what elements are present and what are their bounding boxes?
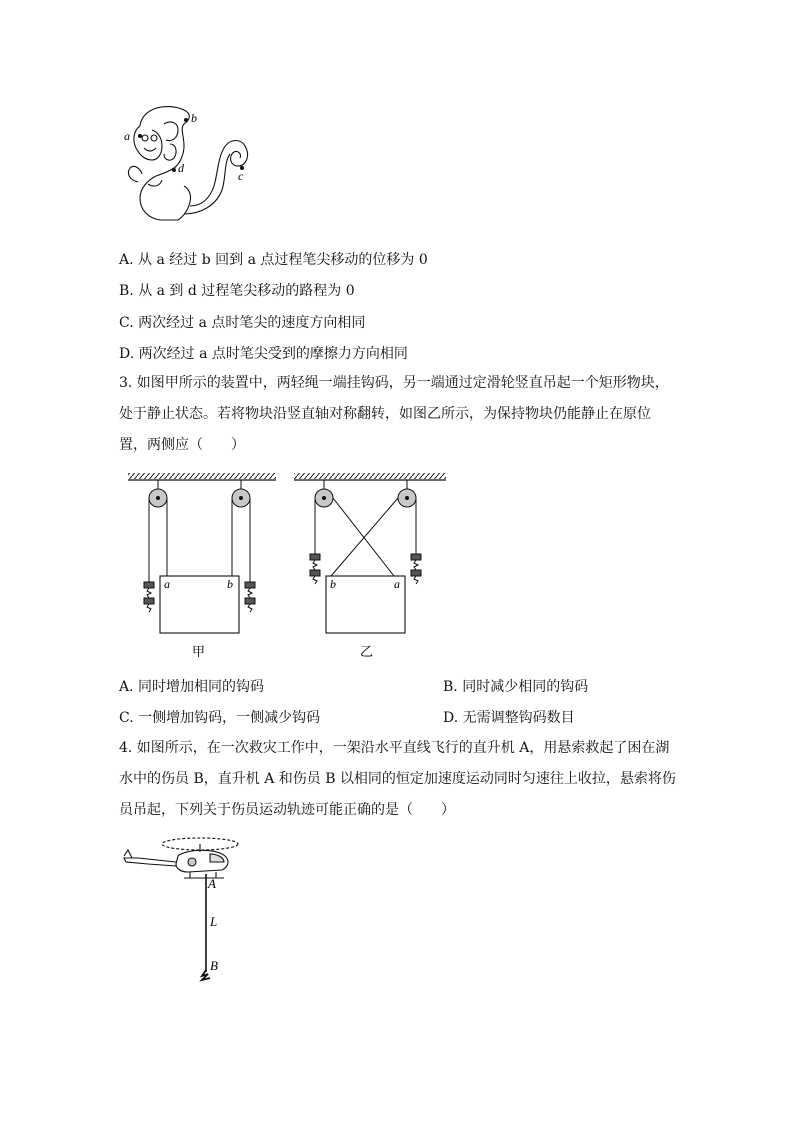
q3-stem-line-2: 处于静止状态。若将物块沿竖直轴对称翻转，如图乙所示，为保持物块仍能静止在原位 — [119, 406, 651, 422]
yi-label-b: b — [330, 577, 336, 591]
q3-option-d: D. 无需调整钩码数目 — [443, 710, 575, 726]
q4-stem-line-3: 员吊起，下列关于伤员运动轨迹可能正确的是（ ） — [119, 802, 455, 818]
q2-option-b: B. 从 a 到 d 过程笔尖移动的路程为 0 — [119, 283, 355, 299]
label-c: c — [238, 169, 244, 183]
q2-option-d: D. 两次经过 a 点时笔尖受到的摩擦力方向相同 — [119, 346, 408, 362]
q4-stem-line-1: 4. 如图所示，在一次救灾工作中，一架沿水平直线飞行的直升机 A，用悬索救起了困在湖 — [119, 740, 670, 756]
helicopter-figure — [118, 834, 248, 984]
q3-option-b: B. 同时减少相同的钩码 — [443, 679, 589, 695]
q2-option-c: C. 两次经过 a 点时笔尖的速度方向相同 — [119, 315, 366, 331]
label-d: d — [178, 161, 184, 175]
figure-jia — [128, 473, 276, 659]
label-L: L — [210, 914, 218, 929]
q3-stem-line-1: 3. 如图甲所示的装置中，两轻绳一端挂钩码，另一端通过定滑轮竖直吊起一个矩形物块， — [119, 375, 669, 391]
label-B: B — [210, 958, 218, 973]
yi-label-a: a — [394, 577, 400, 591]
q3-stem-line-3: 置，两侧应（ ） — [119, 437, 245, 453]
label-b: b — [191, 111, 197, 125]
figure-yi — [294, 473, 446, 659]
q2-option-a: A. 从 a 经过 b 回到 a 点过程笔尖移动的位移为 0 — [119, 252, 428, 268]
caption-jia: 甲 — [192, 644, 206, 659]
caption-yi: 乙 — [360, 644, 374, 659]
jia-label-b: b — [227, 577, 233, 591]
q3-option-c: C. 一侧增加钩码，一侧减少钩码 — [119, 710, 321, 726]
label-a: a — [124, 129, 130, 143]
q3-option-a: A. 同时增加相同的钩码 — [119, 679, 265, 695]
q4-stem-line-2: 水中的伤员 B，直升机 A 和伤员 B 以相同的恒定加速度运动同时匀速往上收拉，悬索将伤 — [119, 771, 676, 787]
pulley-figures — [122, 470, 452, 660]
jia-label-a: a — [164, 577, 170, 591]
monkey-figure — [118, 98, 258, 230]
label-A: A — [208, 876, 216, 891]
